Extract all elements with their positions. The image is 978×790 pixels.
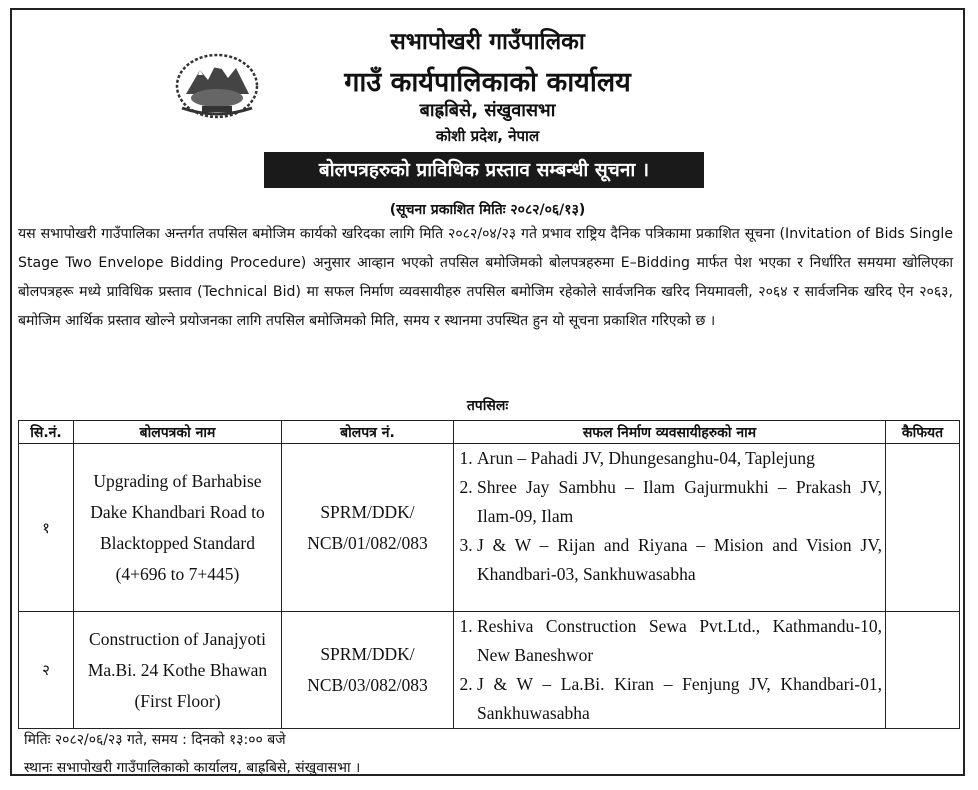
- row-bidders: [454, 444, 886, 612]
- row-remarks: [886, 612, 960, 729]
- col-header-sn: सि.नं.: [19, 421, 74, 444]
- bidder-item: 3. J & W – Rijan and Riyana – Mision and Vision JV, Khandbari-03, Sankhuwasabha: [477, 531, 882, 589]
- row-bid-name: Construction of Janajyoti Ma.Bi. 24 Kothe Bhawan (First Floor): [74, 612, 282, 729]
- row-bidders: [454, 612, 886, 729]
- row-remarks: [886, 444, 960, 612]
- notice-header: [12, 10, 963, 160]
- col-header-bidders: सफल निर्माण व्यवसायीहरुको नाम: [454, 421, 886, 444]
- col-header-bid-no: बोलपत्र नं.: [282, 421, 454, 444]
- row-sn: १: [19, 444, 74, 612]
- office-name: गाउँ कार्यपालिकाको कार्यालय: [344, 67, 631, 98]
- notice-title: बोलपत्रहरुको प्राविधिक प्रस्ताव सम्बन्धी सूचना ।: [264, 152, 704, 188]
- row-bid-no: SPRM/DDK/ NCB/01/082/083: [282, 444, 454, 612]
- office-address: बाह्रबिसे, संखुवासभा: [419, 100, 556, 121]
- table-header-row: [19, 421, 960, 444]
- table-row: [19, 444, 960, 612]
- bidder-item: 1. Arun – Pahadi JV, Dhungesanghu-04, Taplejung: [477, 444, 882, 473]
- bidder-item: 1. Reshiva Construction Sewa Pvt.Ltd., Kathmandu-10, New Baneshwor: [477, 612, 882, 670]
- table-row: [19, 612, 960, 729]
- bid-table: [18, 420, 960, 729]
- publication-date: (सूचना प्रकाशित मितिः २०८२/०६/१३): [389, 202, 586, 218]
- notice-body: यस सभापोखरी गाउँपालिका अन्तर्गत तपसिल बमोजिम कार्यको खरिदका लागि मिति २०८२/०४/२३ गते प्रभाव राष्ट्रिय दैनिक पत्रिकामा प्रकाशित सूचना (Invitation of Bids Single Stage Two Envelope Bidding Procedure) अनुसार आव्हान भएको तपसिल बमोजिमको बोलपत्रहरुमा E–Bidding मार्फत पेश भएका र निर्धारित समयमा खोलिएका बोलपत्रहरू मध्ये प्राविधिक प्रस्ताव (Technical Bid) मा सफल निर्माण व्यवसायीहरु तपसिल बमोजिम रहेकोले सार्वजनिक खरिद नियमावली, २०६४ र सार्वजनिक खरिद ऐन २०६३, बमोजिम आर्थिक प्रस्ताव खोल्ने प्रयोजनका लागि तपसिल बमोजिमको मिति, समय र स्थानमा उपस्थित हुन यो सूचना प्रकाशित गरिएको छ ।: [18, 226, 953, 329]
- bidder-item: 2. Shree Jay Sambhu – Ilam Gajurmukhi – Prakash JV, Ilam-09, Ilam: [477, 473, 882, 531]
- schedule-heading: तपसिलः: [466, 398, 509, 414]
- row-bid-no: SPRM/DDK/ NCB/03/082/083: [282, 612, 454, 729]
- province-country: कोशी प्रदेश, नेपाल: [435, 127, 540, 145]
- row-bid-name: Upgrading of Barhabise Dake Khandbari Road to Blacktopped Standard (4+696 to 7+445): [74, 444, 282, 612]
- row-sn: २: [19, 612, 74, 729]
- col-header-remarks: कैफियत: [886, 421, 960, 444]
- opening-venue: स्थानः सभापोखरी गाउँपालिकाको कार्यालय, बाह्रबिसे, संखुवासभा ।: [24, 760, 361, 776]
- bidder-item: 2. J & W – La.Bi. Kiran – Fenjung JV, Khandbari-01, Sankhuwasabha: [477, 670, 882, 728]
- notice-frame: [10, 8, 965, 776]
- col-header-bid-name: बोलपत्रको नाम: [74, 421, 282, 444]
- municipality-name: सभापोखरी गाउँपालिका: [390, 29, 585, 55]
- opening-date-time: मितिः २०८२/०६/२३ गते, समय : दिनको १३:०० बजे: [24, 732, 286, 748]
